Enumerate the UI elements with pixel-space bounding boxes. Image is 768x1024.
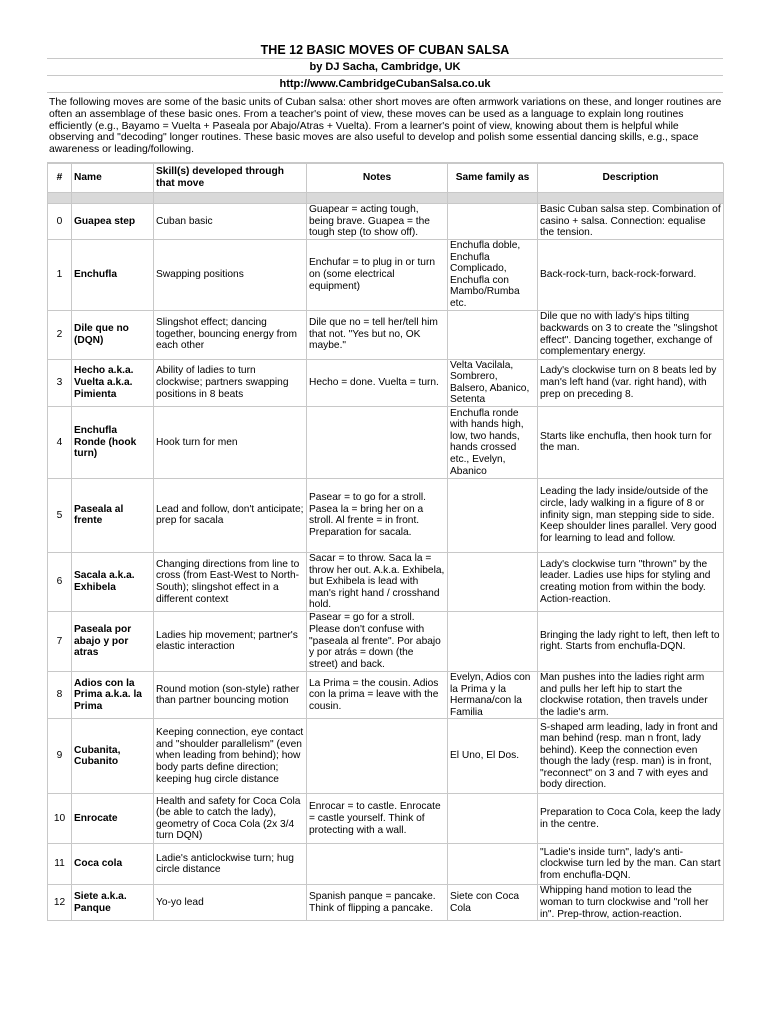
family-cell <box>448 611 538 671</box>
table-row <box>48 406 724 478</box>
family-cell: Enchufla ronde with hands high, low, two hands, hands crossed etc., Evelyn, Abanico <box>448 406 538 478</box>
table-row <box>48 240 724 311</box>
notes-cell: Spanish panque = pancake. Think of flipping a pancake. <box>307 885 448 921</box>
moves-table <box>47 163 724 921</box>
skill-cell: Hook turn for men <box>154 406 307 478</box>
skill-cell: Changing directions from line to cross (from East-West to North-South); slingshot effect in a different context <box>154 552 307 611</box>
description-cell: Man pushes into the ladies right arm and pulls her left hip to start the clockwise rotation, then travels under the ladie's arm. <box>538 671 724 718</box>
description-cell: S-shaped arm leading, lady in front and man behind (resp. man n front, lady behind). Keep the connection even though the lady (resp. man) is in front, "reconnect" on 3 and 7 with eyes and body direction. <box>538 719 724 794</box>
move-name: Hecho a.k.a. Vuelta a.k.a. Pimienta <box>72 359 154 406</box>
description-cell: Leading the lady inside/outside of the circle, lady walking in a figure of 8 or infinity sign, man stepping side to side. Keep shoulder lines parallel. Very good for learning to lead and follow. <box>538 478 724 552</box>
move-name: Enrocate <box>72 794 154 844</box>
header-name: Name <box>72 164 154 193</box>
skill-cell: Ability of ladies to turn clockwise; partners swapping positions in 8 beats <box>154 359 307 406</box>
family-cell <box>448 794 538 844</box>
family-cell: Evelyn, Adios con la Prima y la Hermana/con la Familia <box>448 671 538 718</box>
description-cell: Bringing the lady right to left, then left to right. Starts from enchufla-DQN. <box>538 611 724 671</box>
table-row <box>48 885 724 921</box>
description-cell: Preparation to Coca Cola, keep the lady in the centre. <box>538 794 724 844</box>
document-title: THE 12 BASIC MOVES OF CUBAN SALSA <box>47 42 723 59</box>
row-number: 8 <box>48 671 72 718</box>
row-number: 12 <box>48 885 72 921</box>
description-cell: Starts like enchufla, then hook turn for the man. <box>538 406 724 478</box>
row-number: 3 <box>48 359 72 406</box>
notes-cell <box>307 844 448 885</box>
family-cell: Siete con Coca Cola <box>448 885 538 921</box>
move-name: Guapea step <box>72 204 154 240</box>
header-skill: Skill(s) developed through that move <box>154 164 307 193</box>
row-number: 6 <box>48 552 72 611</box>
table-row <box>48 552 724 611</box>
move-name: Dile que no (DQN) <box>72 310 154 359</box>
move-name: Enchufla <box>72 240 154 311</box>
move-name: Paseala por abajo y por atras <box>72 611 154 671</box>
skill-cell: Slingshot effect; dancing together, bouncing energy from each other <box>154 310 307 359</box>
notes-cell: Pasear = to go for a stroll. Pasea la = bring her on a stroll. Al frente = in front. Preparation for sacala. <box>307 478 448 552</box>
row-number: 11 <box>48 844 72 885</box>
description-cell: Back-rock-turn, back-rock-forward. <box>538 240 724 311</box>
row-number: 9 <box>48 719 72 794</box>
description-cell: Basic Cuban salsa step. Combination of casino + salsa. Connection: equalise the tension. <box>538 204 724 240</box>
family-cell: Enchufla doble, Enchufla Complicado, Enchufla con Mambo/Rumba etc. <box>448 240 538 311</box>
description-cell: "Ladie's inside turn", lady's anti-clockwise turn led by the man. Can start from enchufla-DQN. <box>538 844 724 885</box>
skill-cell: Cuban basic <box>154 204 307 240</box>
header-description: Description <box>538 164 724 193</box>
skill-cell: Lead and follow, don't anticipate; prep for sacala <box>154 478 307 552</box>
skill-cell: Round motion (son-style) rather than partner bouncing motion <box>154 671 307 718</box>
skill-cell: Yo-yo lead <box>154 885 307 921</box>
notes-cell: Pasear = go for a stroll. Please don't confuse with "paseala al frente". Por abajo y por atrás = down (the street) and back. <box>307 611 448 671</box>
description-cell: Lady's clockwise turn on 8 beats led by man's left hand (var. right hand), with prep on preceding 8. <box>538 359 724 406</box>
family-cell: Velta Vacilala, Sombrero, Balsero, Abanico, Setenta <box>448 359 538 406</box>
spreadsheet-document <box>47 42 723 921</box>
skill-cell: Ladie's anticlockwise turn; hug circle distance <box>154 844 307 885</box>
move-name: Adios con la Prima a.k.a. la Prima <box>72 671 154 718</box>
move-name: Paseala al frente <box>72 478 154 552</box>
row-number: 0 <box>48 204 72 240</box>
table-row <box>48 794 724 844</box>
table-row <box>48 719 724 794</box>
row-number: 1 <box>48 240 72 311</box>
row-number: 2 <box>48 310 72 359</box>
row-number: 10 <box>48 794 72 844</box>
skill-cell: Swapping positions <box>154 240 307 311</box>
table-row <box>48 359 724 406</box>
move-name: Cubanita, Cubanito <box>72 719 154 794</box>
document-author: by DJ Sacha, Cambridge, UK <box>47 59 723 76</box>
notes-cell: Dile que no = tell her/tell him that not. "Yes but no, OK maybe." <box>307 310 448 359</box>
table-row <box>48 310 724 359</box>
header-notes: Notes <box>307 164 448 193</box>
family-cell <box>448 478 538 552</box>
header-family: Same family as <box>448 164 538 193</box>
move-name: Coca cola <box>72 844 154 885</box>
notes-cell: Enrocar = to castle. Enrocate = castle yourself. Think of protecting with a wall. <box>307 794 448 844</box>
table-row <box>48 844 724 885</box>
family-cell <box>448 844 538 885</box>
table-row <box>48 204 724 240</box>
description-cell: Lady's clockwise turn "thrown" by the leader. Ladies use hips for styling and creating motion from within the body. Action-reaction. <box>538 552 724 611</box>
family-cell <box>448 310 538 359</box>
row-number: 5 <box>48 478 72 552</box>
family-cell: El Uno, El Dos. <box>448 719 538 794</box>
family-cell <box>448 552 538 611</box>
skill-cell: Health and safety for Coca Cola (be able to catch the lady), geometry of Coca Cola (2x 3/4 turn DQN) <box>154 794 307 844</box>
notes-cell <box>307 719 448 794</box>
family-cell <box>448 204 538 240</box>
notes-cell: Hecho = done. Vuelta = turn. <box>307 359 448 406</box>
header-number: # <box>48 164 72 193</box>
table-row <box>48 478 724 552</box>
row-number: 4 <box>48 406 72 478</box>
notes-cell: Enchufar = to plug in or turn on (some electrical equipment) <box>307 240 448 311</box>
table-header-row <box>48 164 724 193</box>
notes-cell: La Prima = the cousin. Adios con la prima = leave with the cousin. <box>307 671 448 718</box>
table-row <box>48 671 724 718</box>
document-url: http://www.CambridgeCubanSalsa.co.uk <box>47 76 723 93</box>
notes-cell: Sacar = to throw. Saca la = throw her out. A.k.a. Exhibela, but Exhibela is lead with man's right hand / crosshand hold. <box>307 552 448 611</box>
notes-cell: Guapear = acting tough, being brave. Guapea = the tough step (to show off). <box>307 204 448 240</box>
notes-cell <box>307 406 448 478</box>
skill-cell: Keeping connection, eye contact and "shoulder parallelism" (even when leading from behind); how body parts define direction; keeping hug circle distance <box>154 719 307 794</box>
table-separator-row <box>48 193 724 204</box>
row-number: 7 <box>48 611 72 671</box>
description-cell: Dile que no with lady's hips tilting backwards on 3 to create the "slingshot effect". Dancing together, exchange of complementary energy. <box>538 310 724 359</box>
move-name: Sacala a.k.a. Exhibela <box>72 552 154 611</box>
table-row <box>48 611 724 671</box>
skill-cell: Ladies hip movement; partner's elastic interaction <box>154 611 307 671</box>
move-name: Siete a.k.a. Panque <box>72 885 154 921</box>
description-cell: Whipping hand motion to lead the woman to turn clockwise and "roll her in". Prep-throw, action-reaction. <box>538 885 724 921</box>
intro-paragraph: The following moves are some of the basic units of Cuban salsa: other short moves are often armwork variations on these, and longer routines are often an assemblage of these basic ones. From a teacher's point of view, these moves can be used as a language to explain long routines efficiently (e.g., Bayamo = Vuelta + Paseala por Abajo/Atras + Vuelta). From a learner's point of view, knowing about them is helpful while observing and "decoding" longer routines. These basic moves are also useful to develop and polish some essential dancing skills, e.g., space awareness or leading/following. <box>47 93 723 163</box>
move-name: Enchufla Ronde (hook turn) <box>72 406 154 478</box>
